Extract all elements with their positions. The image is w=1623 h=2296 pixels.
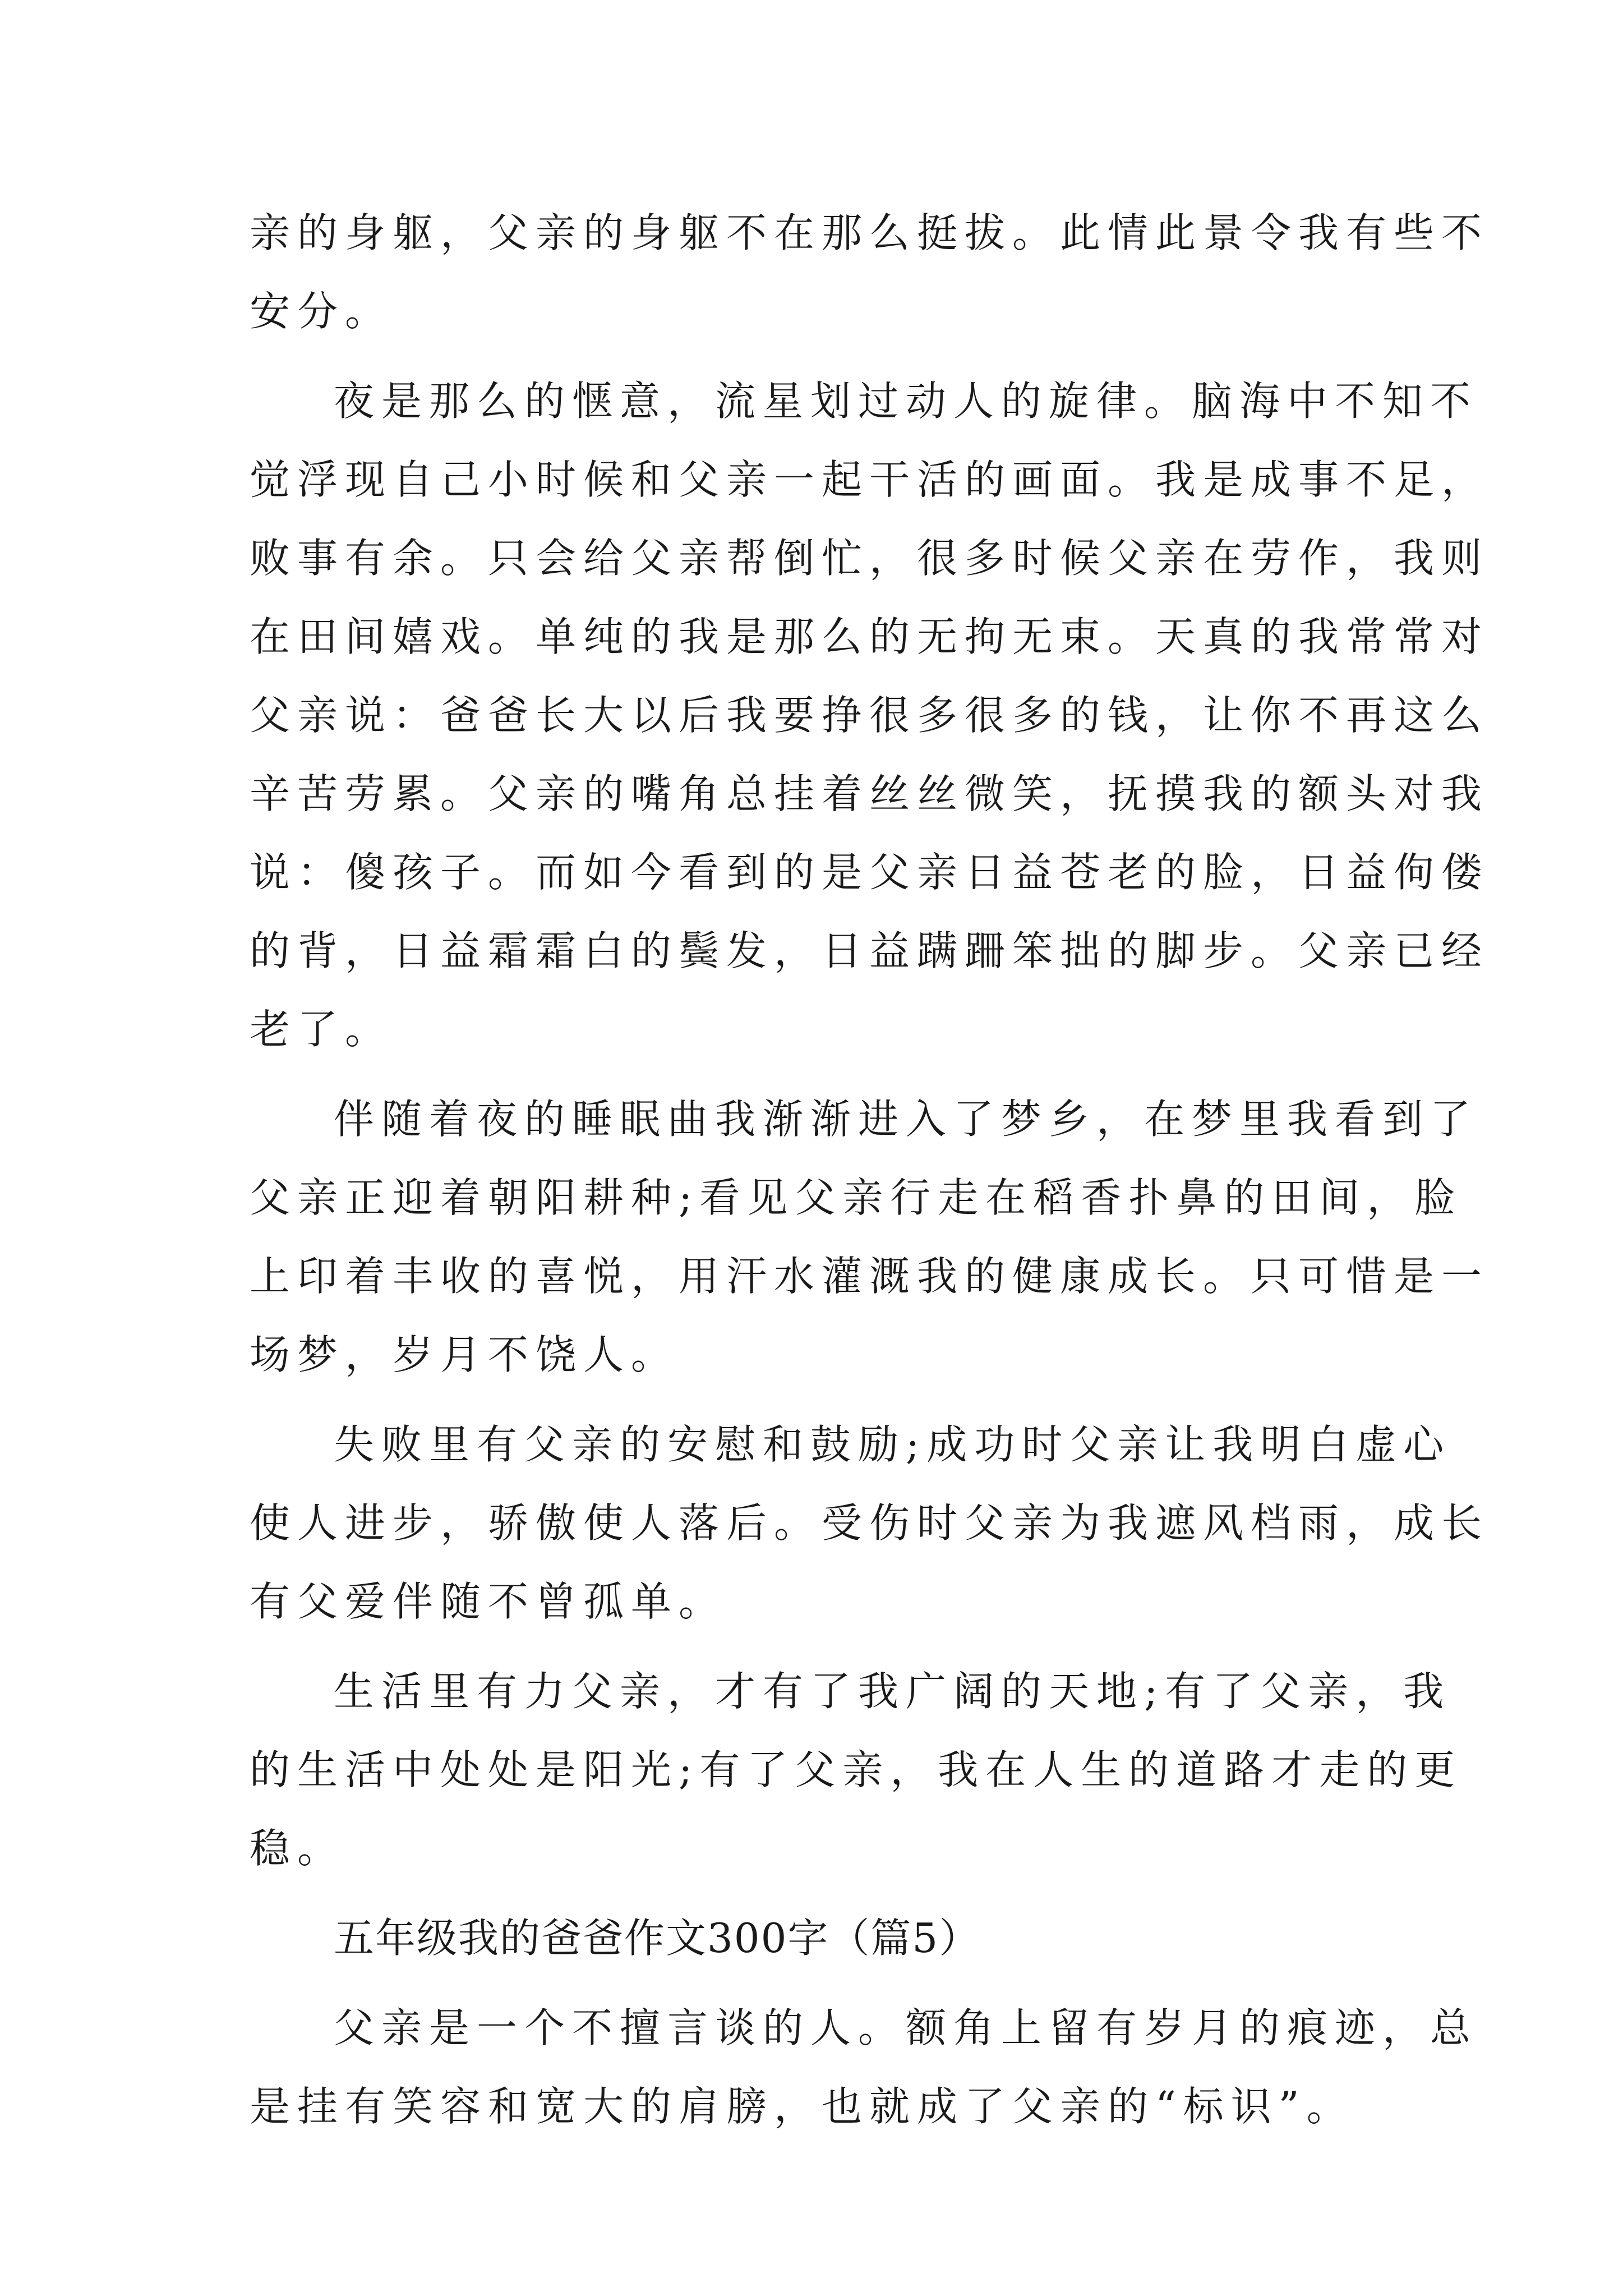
- document-body: [250, 194, 1490, 2146]
- text-line: 亲的身躯，父亲的身躯不在那么挺拔。此情此景令我有些不: [250, 209, 1490, 256]
- text-line: 的背，日益霜霜白的鬓发，日益蹒跚笨拙的脚步。父亲已经: [250, 927, 1490, 974]
- paragraph-first-line: 失败里有父亲的安慰和鼓励;成功时父亲让我明白虚心: [334, 1421, 1451, 1468]
- text-line: 在田间嬉戏。单纯的我是那么的无拘无束。天真的我常常对: [250, 613, 1490, 660]
- text-line: 辛苦劳累。父亲的嘴角总挂着丝丝微笑，抚摸我的额头对我: [250, 770, 1490, 817]
- text-line: 父亲说：爸爸长大以后我要挣很多很多的钱，让你不再这么: [250, 692, 1490, 739]
- text-line: 老了。: [250, 1006, 393, 1053]
- text-line: 上印着丰收的喜悦，用汗水灌溉我的健康成长。只可惜是一: [250, 1253, 1490, 1300]
- text-line: 是挂有笑容和宽大的肩膀，也就成了父亲的“标识”。: [250, 2083, 1354, 2130]
- text-line: 败事有余。只会给父亲帮倒忙，很多时候父亲在劳作，我则: [250, 535, 1490, 582]
- text-line: 父亲正迎着朝阳耕种;看见父亲行走在稻香扑鼻的田间，脸: [250, 1174, 1463, 1221]
- paragraph-first-line: 伴随着夜的睡眠曲我渐渐进入了梦乡，在梦里我看到了: [334, 1096, 1478, 1143]
- section-heading: 五年级我的爸爸作文300字（篇5）: [334, 1915, 981, 1962]
- text-line: 觉浮现自己小时候和父亲一起干活的画面。我是成事不足，: [250, 456, 1490, 503]
- text-line: 说：傻孩子。而如今看到的是父亲日益苍老的脸，日益佝偻: [250, 849, 1490, 896]
- text-line: 安分。: [250, 288, 393, 335]
- text-line: 场梦，岁月不饶人。: [250, 1331, 679, 1378]
- paragraph-first-line: 父亲是一个不擅言谈的人。额角上留有岁月的痕迹，总: [334, 2004, 1478, 2051]
- text-line: 使人进步，骄傲使人落后。受伤时父亲为我遮风档雨，成长: [250, 1499, 1490, 1547]
- text-line: 有父爱伴随不曾孤单。: [250, 1578, 727, 1625]
- text-line: 的生活中处处是阳光;有了父亲，我在人生的道路才走的更: [250, 1746, 1463, 1793]
- paragraph-first-line: 夜是那么的惬意，流星划过动人的旋律。脑海中不知不: [334, 378, 1478, 425]
- text-line: 稳。: [250, 1825, 345, 1872]
- paragraph-first-line: 生活里有力父亲，才有了我广阔的天地;有了父亲，我: [334, 1668, 1451, 1715]
